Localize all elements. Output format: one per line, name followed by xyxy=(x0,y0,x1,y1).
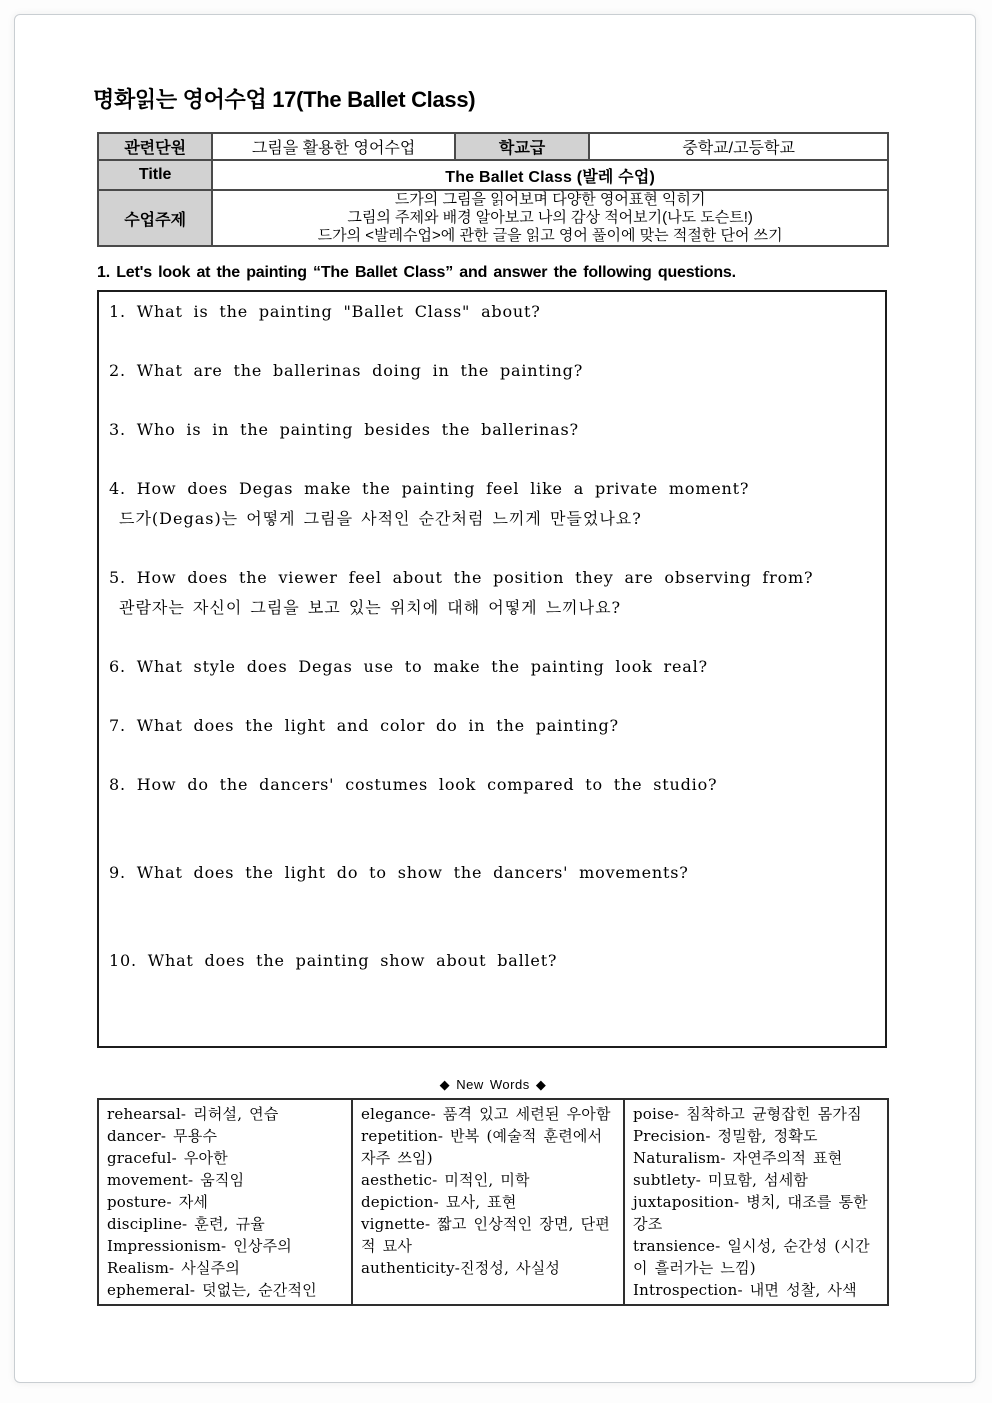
question-8 xyxy=(109,773,879,797)
question-text: 7. What does the light and color do in the painting? xyxy=(109,716,619,735)
new-words-table xyxy=(97,1098,889,1306)
page-content xyxy=(15,15,889,1306)
vocab-item: authenticity-진정성, 사실성 xyxy=(361,1259,561,1277)
topic-line: 그림의 주제와 배경 알아보고 나의 감상 적어보기(나도 도슨트!) xyxy=(347,209,753,226)
new-words-row xyxy=(98,1099,888,1305)
question-text: 3. Who is in the painting besides the ballerinas? xyxy=(109,420,579,439)
question-translation: 드가(Degas)는 어떻게 그림을 사적인 순간처럼 느끼게 만들었나요? xyxy=(119,509,642,528)
vocab-item: movement- 움직임 xyxy=(107,1171,245,1189)
question-4 xyxy=(109,477,879,531)
topic-line: 드가의 <발레수업>에 관한 글을 읽고 영어 풀이에 맞는 적절한 단어 쓰기 xyxy=(317,227,783,244)
vocab-item: Impressionism- 인상주의 xyxy=(107,1237,292,1255)
topic-label: 수업주제 xyxy=(98,190,212,246)
section-heading: 1. Let's look at the painting “The Ballet Class” and answer the following questions. xyxy=(97,264,736,281)
question-text: 8. How do the dancers' costumes look compared to the studio? xyxy=(109,775,718,794)
vocab-item: Realism- 사실주의 xyxy=(107,1259,241,1277)
new-words-heading: ◆ New Words ◆ xyxy=(439,1077,547,1092)
question-text: 6. What style does Degas use to make the painting look real? xyxy=(109,657,708,676)
vocab-item: elegance- 품격 있고 세련된 우아함 xyxy=(361,1105,611,1123)
vocab-item: discipline- 훈련, 규율 xyxy=(107,1215,265,1233)
vocab-item: rehearsal- 리허설, 연습 xyxy=(107,1105,279,1123)
vocab-column-1 xyxy=(98,1099,352,1305)
question-7 xyxy=(109,714,879,738)
title-label: Title xyxy=(98,160,212,190)
vocab-item: depiction- 묘사, 표현 xyxy=(361,1193,517,1211)
vocab-item: dancer- 무용수 xyxy=(107,1127,218,1145)
vocab-item: graceful- 우아한 xyxy=(107,1149,228,1167)
vocab-item: aesthetic- 미적인, 미학 xyxy=(361,1171,530,1189)
question-text: 1. What is the painting "Ballet Class" about? xyxy=(109,302,541,321)
info-row-unit xyxy=(98,133,888,160)
school-level-value: 중학교/고등학교 xyxy=(589,133,888,160)
vocab-column-2 xyxy=(352,1099,624,1305)
vocab-item: transience- 일시성, 순간성 (시간이 흘러가는 느낌) xyxy=(633,1237,870,1277)
vocab-item: Naturalism- 자연주의적 표현 xyxy=(633,1149,843,1167)
question-text: 5. How does the viewer feel about the position they are observing from? xyxy=(109,568,814,587)
topic-line: 드가의 그림을 읽어보며 다양한 영어표현 익히기 xyxy=(394,191,706,208)
vocab-item: ephemeral- 덧없는, 순간적인 xyxy=(107,1281,317,1299)
vocab-item: Precision- 정밀함, 정확도 xyxy=(633,1127,818,1145)
question-1 xyxy=(109,300,879,324)
question-text: 10. What does the painting show about ballet? xyxy=(109,951,558,970)
topic-lines xyxy=(212,190,888,246)
questions-box xyxy=(97,290,887,1048)
school-level-label: 학교급 xyxy=(455,133,589,160)
vocab-item: Introspection- 내면 성찰, 사색 xyxy=(633,1281,857,1299)
related-unit-label: 관련단원 xyxy=(98,133,212,160)
question-translation: 관람자는 자신이 그림을 보고 있는 위치에 대해 어떻게 느끼나요? xyxy=(119,598,622,617)
question-text: 2. What are the ballerinas doing in the painting? xyxy=(109,361,584,380)
worksheet-page xyxy=(14,14,976,1383)
question-text: 9. What does the light do to show the dancers' movements? xyxy=(109,863,689,882)
question-6 xyxy=(109,655,879,679)
vocab-item: subtlety- 미묘함, 섬세함 xyxy=(633,1171,809,1189)
vocab-item: posture- 자세 xyxy=(107,1193,209,1211)
question-9 xyxy=(109,861,879,885)
related-unit-value: 그림을 활용한 영어수업 xyxy=(212,133,455,160)
info-row-topic xyxy=(98,190,888,246)
vocab-item: poise- 침착하고 균형잡힌 몸가짐 xyxy=(633,1105,862,1123)
vocab-item: repetition- 반복 (예술적 훈련에서 자주 쓰임) xyxy=(361,1127,603,1167)
page-title: 명화읽는 영어수업 17(The Ballet Class) xyxy=(93,87,476,112)
question-text: 4. How does Degas make the painting feel like a private moment? xyxy=(109,479,750,498)
title-value: The Ballet Class (발레 수업) xyxy=(212,160,888,190)
vocab-item: juxtaposition- 병치, 대조를 통한 강조 xyxy=(633,1193,868,1233)
lesson-info-table xyxy=(97,132,889,247)
question-3 xyxy=(109,418,879,442)
info-row-title xyxy=(98,160,888,190)
vocab-item: vignette- 짧고 인상적인 장면, 단편적 묘사 xyxy=(361,1215,610,1255)
question-2 xyxy=(109,359,879,383)
question-10 xyxy=(109,949,879,973)
question-5 xyxy=(109,566,879,620)
vocab-column-3 xyxy=(624,1099,888,1305)
